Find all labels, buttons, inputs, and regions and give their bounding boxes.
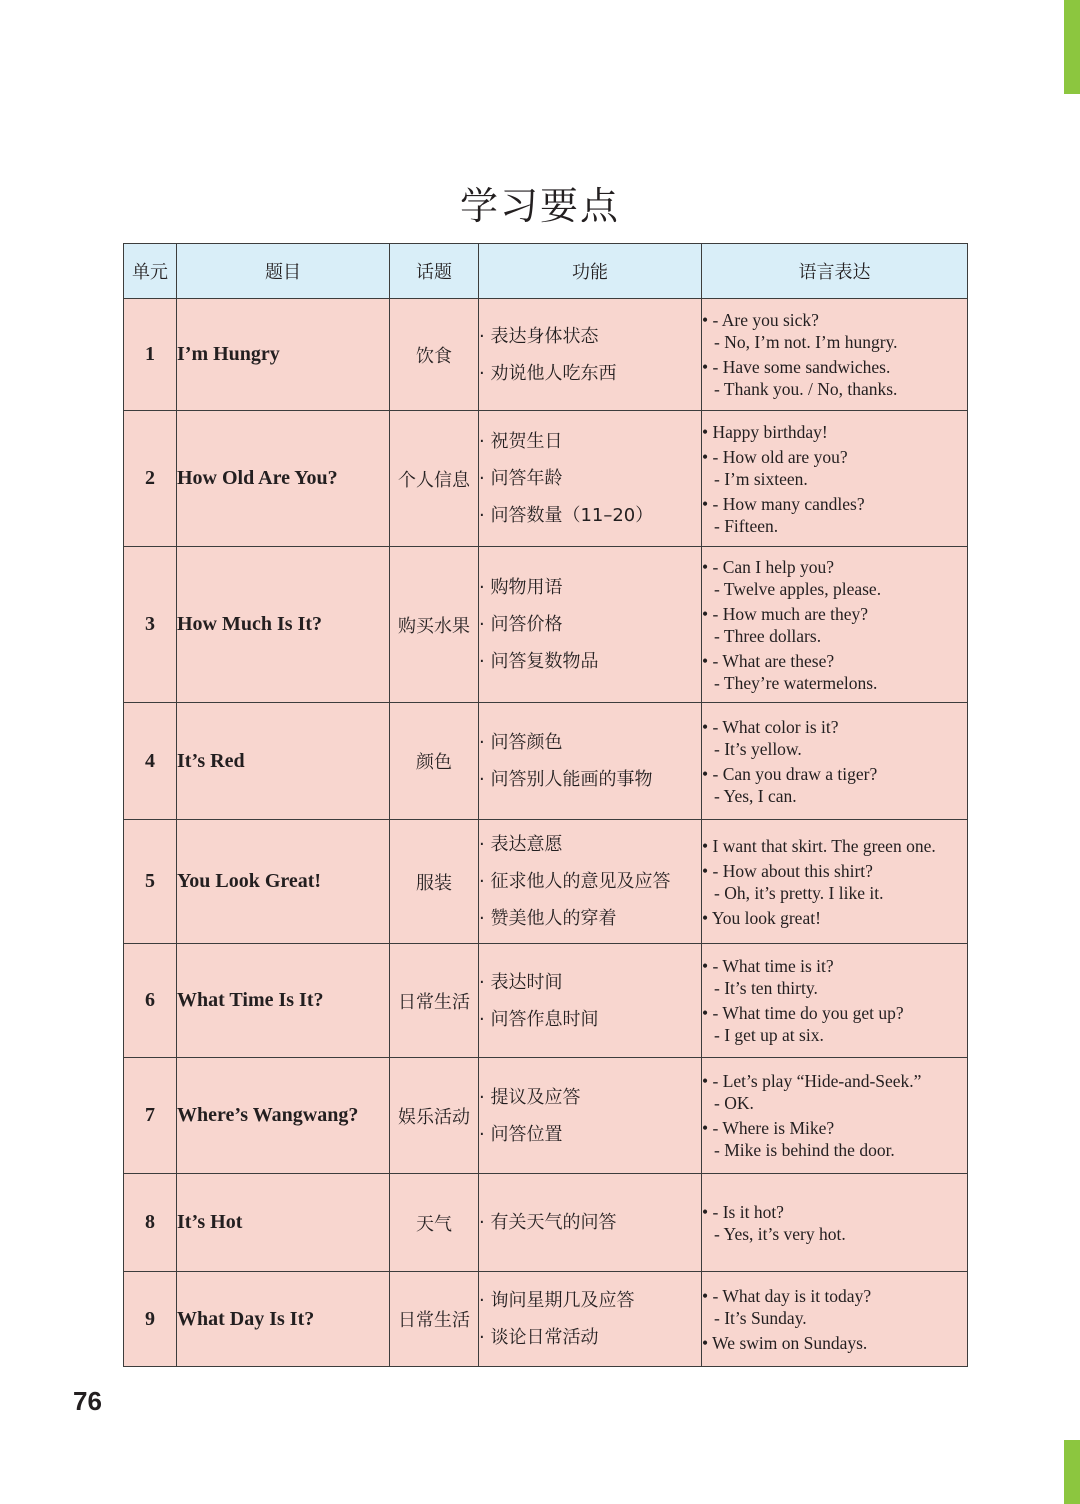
function-item: · 问答年龄 — [479, 468, 563, 489]
expression-group — [702, 860, 967, 904]
unit-title: How Much Is It? — [177, 547, 390, 703]
expression-line: • - Where is Mike? — [702, 1118, 835, 1138]
unit-expressions — [702, 1174, 968, 1272]
table-row — [124, 703, 968, 820]
expression-line: - Three dollars. — [714, 625, 822, 646]
unit-topic: 个人信息 — [390, 411, 479, 547]
expression-group — [702, 309, 967, 353]
unit-topic: 日常生活 — [390, 1272, 479, 1367]
function-item: · 谈论日常活动 — [479, 1327, 599, 1348]
unit-functions — [479, 547, 702, 703]
function-text: 劝说他人吃东西 — [490, 362, 617, 384]
function-item: · 购物用语 — [479, 577, 563, 598]
unit-functions — [479, 299, 702, 411]
unit-expressions — [702, 944, 968, 1058]
expression-line: - Oh, it’s pretty. I like it. — [714, 882, 884, 903]
table-row — [124, 944, 968, 1058]
table-row — [124, 299, 968, 411]
expression-line: - Yes, I can. — [714, 785, 797, 806]
unit-number: 2 — [124, 411, 177, 547]
function-item: · 表达身体状态 — [479, 325, 599, 347]
function-item: · 问答别人能画的事物 — [479, 769, 653, 790]
expression-line: • I want that skirt. The green one. — [702, 835, 936, 856]
expression-group — [702, 603, 967, 647]
unit-number: 1 — [124, 299, 177, 411]
expression-group — [702, 1070, 967, 1114]
unit-number: 4 — [124, 703, 177, 820]
function-text: 问答颜色 — [490, 732, 563, 753]
function-item: · 有关天气的问答 — [479, 1212, 617, 1233]
function-text: 问答位置 — [490, 1123, 563, 1145]
expression-line: • - What day is it today? — [702, 1285, 872, 1306]
function-text: 祝贺生日 — [490, 431, 563, 452]
expression-line: • We swim on Sundays. — [702, 1332, 868, 1353]
expression-line: • - Can I help you? — [702, 556, 834, 577]
function-text: 征求他人的意见及应答 — [490, 871, 671, 892]
header-title: 题目 — [177, 244, 390, 299]
header-expression: 语言表达 — [702, 244, 968, 299]
header-unit: 单元 — [124, 244, 177, 299]
unit-title: You Look Great! — [177, 820, 390, 944]
function-text: 有关天气的问答 — [490, 1212, 617, 1233]
page-number: 76 — [73, 1386, 102, 1416]
function-text: 问答年龄 — [490, 468, 563, 489]
unit-topic: 日常生活 — [390, 944, 479, 1058]
chapter-tab-bottom — [1064, 1440, 1080, 1504]
expression-group — [702, 907, 967, 929]
expression-line: - It’s yellow. — [714, 738, 802, 759]
function-text: 问答复数物品 — [490, 651, 599, 672]
function-text: 问答数量（11–20） — [490, 505, 654, 526]
table-row — [124, 1058, 968, 1174]
expression-group — [702, 1332, 967, 1354]
function-item: · 问答颜色 — [479, 732, 563, 753]
chapter-tab-top — [1064, 0, 1080, 94]
expression-line: • - How about this shirt? — [702, 860, 873, 881]
expression-group — [702, 356, 967, 400]
expression-group — [702, 556, 967, 600]
unit-functions — [479, 944, 702, 1058]
unit-topic: 饮食 — [390, 299, 479, 411]
unit-expressions — [702, 547, 968, 703]
expression-line: • You look great! — [702, 907, 821, 928]
unit-number: 5 — [124, 820, 177, 944]
expression-line: • - What time do you get up? — [702, 1003, 904, 1023]
unit-number: 8 — [124, 1174, 177, 1272]
function-item: · 征求他人的意见及应答 — [479, 871, 671, 892]
header-topic: 话题 — [390, 244, 479, 299]
expression-group — [702, 421, 967, 443]
function-text: 谈论日常活动 — [490, 1327, 599, 1348]
expression-line: - Mike is behind the door. — [714, 1140, 895, 1160]
expression-line: • - How many candles? — [702, 493, 865, 514]
table-row — [124, 547, 968, 703]
unit-expressions — [702, 411, 968, 547]
function-text: 表达意愿 — [490, 834, 563, 855]
table-row — [124, 820, 968, 944]
function-text: 赞美他人的穿着 — [490, 908, 617, 929]
expression-group — [702, 955, 967, 999]
unit-number: 7 — [124, 1058, 177, 1174]
unit-expressions — [702, 1058, 968, 1174]
expression-group — [702, 493, 967, 537]
expression-line: • - What time is it? — [702, 956, 834, 976]
expression-group — [702, 1117, 967, 1161]
expression-line: • - Is it hot? — [702, 1201, 784, 1222]
unit-number: 9 — [124, 1272, 177, 1367]
function-text: 询问星期几及应答 — [490, 1290, 635, 1311]
unit-title: What Day Is It? — [177, 1272, 390, 1367]
unit-title: It’s Red — [177, 703, 390, 820]
unit-title: How Old Are You? — [177, 411, 390, 547]
unit-functions — [479, 820, 702, 944]
function-item: · 劝说他人吃东西 — [479, 362, 617, 384]
function-text: 问答别人能画的事物 — [490, 769, 653, 790]
function-text: 表达时间 — [490, 971, 563, 993]
expression-line: - I get up at six. — [714, 1025, 824, 1045]
unit-functions — [479, 1058, 702, 1174]
table-row — [124, 1272, 968, 1367]
unit-topic: 娱乐活动 — [390, 1058, 479, 1174]
function-text: 问答作息时间 — [490, 1008, 599, 1030]
unit-title: It’s Hot — [177, 1174, 390, 1272]
unit-number: 6 — [124, 944, 177, 1058]
expression-line: - They’re watermelons. — [714, 672, 878, 693]
function-text: 问答价格 — [490, 614, 563, 635]
function-text: 购物用语 — [490, 577, 563, 598]
unit-topic: 服装 — [390, 820, 479, 944]
expression-group — [702, 650, 967, 694]
unit-expressions — [702, 820, 968, 944]
unit-functions — [479, 1272, 702, 1367]
unit-expressions — [702, 299, 968, 411]
page-title: 学习要点 — [459, 184, 620, 229]
unit-title: Where’s Wangwang? — [177, 1058, 390, 1174]
expression-line: - Twelve apples, please. — [714, 578, 882, 599]
function-item: · 表达时间 — [479, 971, 563, 993]
expression-line: • - Have some sandwiches. — [702, 357, 891, 377]
unit-functions — [479, 1174, 702, 1272]
expression-line: • - What color is it? — [702, 716, 839, 737]
learning-points-table — [123, 243, 968, 1367]
table-row — [124, 1174, 968, 1272]
unit-number: 3 — [124, 547, 177, 703]
function-item: · 祝贺生日 — [479, 431, 563, 452]
header-row — [124, 244, 968, 299]
unit-functions — [479, 411, 702, 547]
expression-line: • - How old are you? — [702, 446, 848, 467]
expression-group — [702, 763, 967, 807]
function-item: · 问答位置 — [479, 1123, 563, 1145]
unit-title: What Time Is It? — [177, 944, 390, 1058]
expression-line: • - Are you sick? — [702, 310, 819, 330]
table-row — [124, 411, 968, 547]
function-item: · 赞美他人的穿着 — [479, 908, 617, 929]
unit-functions — [479, 703, 702, 820]
unit-title: I’m Hungry — [177, 299, 390, 411]
expression-group — [702, 1285, 967, 1329]
unit-topic: 购买水果 — [390, 547, 479, 703]
function-item: · 问答作息时间 — [479, 1008, 599, 1030]
unit-expressions — [702, 1272, 968, 1367]
table-body — [124, 299, 968, 1367]
expression-line: • Happy birthday! — [702, 421, 828, 442]
expression-line: • - Can you draw a tiger? — [702, 763, 878, 784]
expression-line: - No, I’m not. I’m hungry. — [714, 332, 898, 352]
expression-line: • - What are these? — [702, 650, 835, 671]
expression-line: - It’s ten thirty. — [714, 978, 818, 998]
expression-group — [702, 1201, 967, 1245]
function-item: · 问答复数物品 — [479, 651, 599, 672]
function-text: 提议及应答 — [490, 1086, 581, 1108]
unit-expressions — [702, 703, 968, 820]
expression-line: • - How much are they? — [702, 603, 868, 624]
expression-line: - Thank you. / No, thanks. — [714, 379, 898, 399]
function-item: · 表达意愿 — [479, 834, 563, 855]
header-function: 功能 — [479, 244, 702, 299]
expression-group — [702, 1002, 967, 1046]
expression-line: - It’s Sunday. — [714, 1307, 807, 1328]
unit-topic: 颜色 — [390, 703, 479, 820]
function-item: · 问答数量（11–20） — [479, 505, 654, 526]
expression-group — [702, 446, 967, 490]
function-item: · 提议及应答 — [479, 1086, 581, 1108]
function-text: 表达身体状态 — [490, 325, 599, 347]
expression-line: • - Let’s play “Hide-and-Seek.” — [702, 1071, 922, 1091]
expression-line: - Fifteen. — [714, 515, 779, 536]
expression-line: - OK. — [714, 1093, 754, 1113]
function-item: · 问答价格 — [479, 614, 563, 635]
expression-group — [702, 716, 967, 760]
expression-group — [702, 835, 967, 857]
function-item: · 询问星期几及应答 — [479, 1290, 635, 1311]
expression-line: - I’m sixteen. — [714, 468, 808, 489]
unit-topic: 天气 — [390, 1174, 479, 1272]
expression-line: - Yes, it’s very hot. — [714, 1223, 846, 1244]
